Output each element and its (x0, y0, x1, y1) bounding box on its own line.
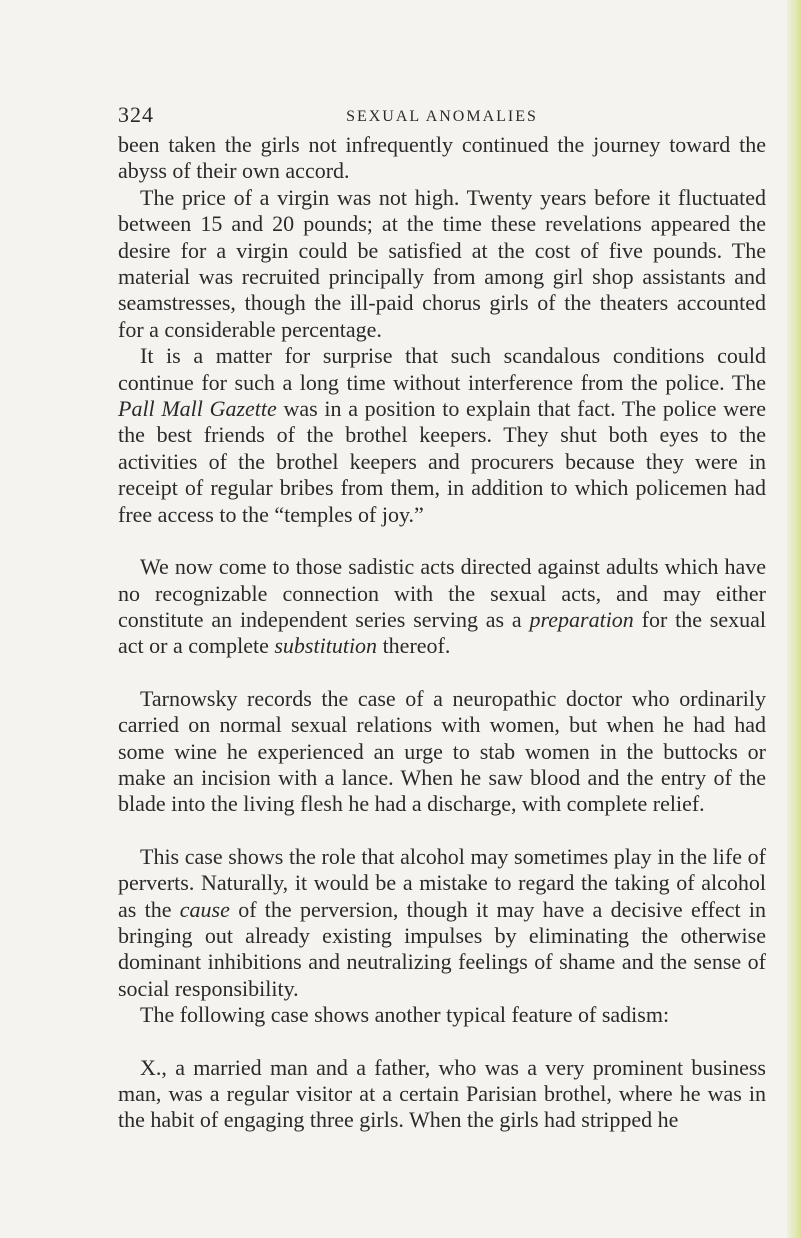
page-header (118, 102, 766, 132)
running-head: SEXUAL ANOMALIES (346, 108, 538, 125)
paragraph-5: Tarnowsky records the case of a neuropathic doctor who ordinarily carried on normal sexual relations with women, but when he had had some wine he experienced an urge to stab women in the buttocks or make an incision with a lance. When he saw blood and the entry of the blade into the living flesh he had a discharge, with complete relief. (118, 685, 766, 817)
paragraph-7: The following case shows another typical feature of sadism: (140, 1002, 670, 1028)
paragraph-3: It is a matter for surprise that such scandalous conditions could continue for such a long time without interference from the police. The Pall Mall Gazette was in a position to explain that fact. The police were the best friends of the brothel keepers. They shut both eyes to the activities of the brothel keepers and procurers because they were in receipt of regular bribes from them, in addition to which policemen had free access to the “temples of joy.” (118, 343, 767, 527)
paragraph-4: We now come to those sadistic acts directed against adults which have no recognizable connection with the sexual acts, and may either constitute an independent series serving as a preparation for the sexual act or a complete substitution thereof. (118, 554, 767, 659)
page-edge (787, 0, 801, 1238)
newspaper-title: Pall Mall Gazette (118, 396, 277, 422)
paragraph-6: This case shows the role that alcohol may sometimes play in the life of perverts. Naturally, it would be a mistake to regard the taking of alcohol as the cause of the perversion, though it may have a decisive effect in bringing out already existing impulses by eliminating the otherwise dominant inhibitions and neutralizing feelings of shame and the sense of social responsibility. (118, 843, 767, 1001)
page-number: 324 (118, 102, 154, 127)
paragraph-2: The price of a virgin was not high. Twenty years before it fluctuated between 15 and 20 pounds; at the time these revelations appeared the desire for a virgin could be satisfied at the cost of five pounds. The material was recruited principally from among girl shop assistants and seamstresses, though the ill-paid chorus girls of the theaters accounted for a considerable percentage. (118, 184, 766, 342)
book-page (118, 102, 766, 1134)
paragraph-8: X., a married man and a father, who was a very prominent business man, was a regular visitor at a certain Parisian brothel, where he was in the habit of engaging three girls. When the girls had stripped he (118, 1054, 766, 1133)
paragraph-1: been taken the girls not infrequently continued the journey toward the abyss of their own accord. (118, 132, 766, 184)
